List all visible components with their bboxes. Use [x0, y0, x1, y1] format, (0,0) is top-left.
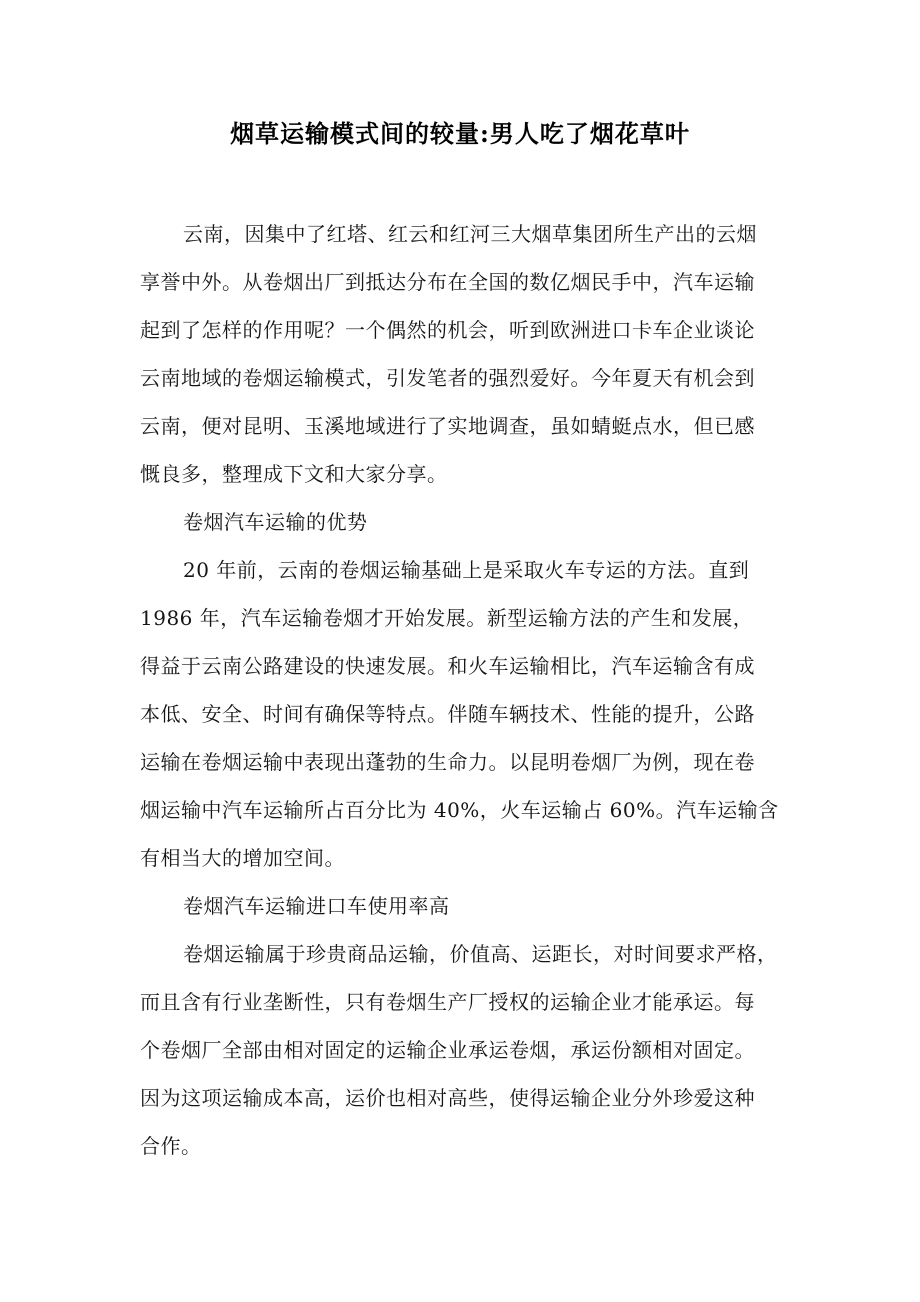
text-line: 云南，因集中了红塔、红云和红河三大烟草集团所生产出的云烟 [183, 222, 757, 246]
text-line: 个卷烟厂全部由相对固定的运输企业承运卷烟，承运份额相对固定。 [140, 1038, 755, 1062]
text-line: 有相当大的增加空间。 [140, 846, 345, 870]
text-line: 因为这项运输成本高，运价也相对高些，使得运输企业分外珍爱这种 [140, 1086, 755, 1110]
text-line: 1986 年，汽车运输卷烟才开始发展。新型运输方法的产生和发展， [140, 606, 754, 630]
text-line: 20 年前，云南的卷烟运输基础上是采取火车专运的方法。直到 [183, 558, 750, 582]
text-line: 起到了怎样的作用呢？一个偶然的机会，听到欧洲进口卡车企业谈论 [140, 318, 755, 342]
text-line: 合作。 [140, 1134, 202, 1158]
text-line: 云南地域的卷烟运输模式，引发笔者的强烈爱好。今年夏天有机会到 [140, 366, 755, 390]
text-line: 而且含有行业垄断性，只有卷烟生产厂授权的运输企业才能承运。每 [140, 990, 755, 1014]
text-line: 运输在卷烟运输中表现出蓬勃的生命力。以昆明卷烟厂为例，现在卷 [140, 750, 755, 774]
text-line: 慨良多，整理成下文和大家分享。 [140, 462, 448, 486]
text-line: 得益于云南公路建设的快速发展。和火车运输相比，汽车运输含有成 [140, 654, 755, 678]
section-heading: 卷烟汽车运输进口车使用率高 [183, 894, 450, 918]
text-line: 享誉中外。从卷烟出厂到抵达分布在全国的数亿烟民手中，汽车运输 [140, 270, 755, 294]
document-title: 烟草运输模式间的较量:男人吃了烟花草叶 [230, 119, 690, 148]
text-line: 烟运输中汽车运输所占百分比为 40%，火车运输占 60%。汽车运输含 [140, 798, 779, 822]
text-line: 本低、安全、时间有确保等特点。伴随车辆技术、性能的提升，公路 [140, 702, 755, 726]
text-line: 卷烟运输属于珍贵商品运输，价值高、运距长，对时间要求严格， [183, 942, 778, 966]
section-heading: 卷烟汽车运输的优势 [183, 510, 368, 534]
document-body [140, 213, 785, 1173]
text-line: 云南，便对昆明、玉溪地域进行了实地调查，虽如蜻蜓点水，但已感 [140, 414, 755, 438]
